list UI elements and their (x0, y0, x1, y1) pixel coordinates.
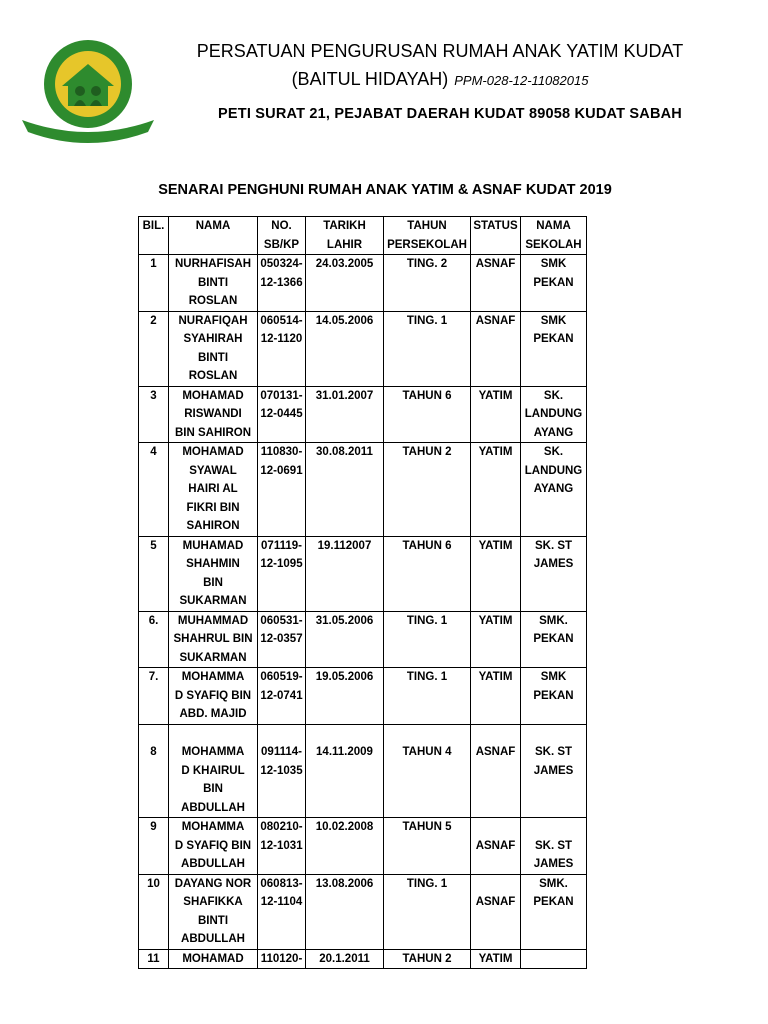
cell-nama: MOHAMAD RISWANDI BIN SAHIRON (169, 386, 258, 443)
cell-status: ASNAF (471, 874, 521, 949)
column-header-no: NO. SB/KP (258, 217, 306, 255)
cell-status: ASNAF (471, 255, 521, 312)
cell-no: 071119- 12-1095 (258, 536, 306, 611)
residents-table (138, 216, 587, 969)
cell-tahun: TING. 1 (384, 668, 471, 725)
cell-status: YATIM (471, 949, 521, 969)
cell-tahun: TAHUN 2 (384, 949, 471, 969)
cell-tahun: TING. 2 (384, 255, 471, 312)
cell-tarikh: 31.05.2006 (306, 611, 384, 668)
cell-status: YATIM (471, 536, 521, 611)
cell-sekolah: SK. LANDUNG AYANG (521, 443, 587, 537)
cell-nama: MUHAMMAD SHAHRUL BIN SUKARMAN (169, 611, 258, 668)
cell-no: 091114- 12-1035 (258, 724, 306, 818)
organization-short-name: (BAITUL HIDAYAH) (291, 69, 449, 89)
cell-sekolah: SMK. PEKAN (521, 874, 587, 949)
cell-nama: MOHAMMA D KHAIRUL BIN ABDULLAH (169, 724, 258, 818)
cell-sekolah: SMK PEKAN (521, 668, 587, 725)
cell-bil: 5 (139, 536, 169, 611)
registration-code: PPM-028-12-11082015 (454, 73, 589, 88)
cell-bil: 10 (139, 874, 169, 949)
cell-status: YATIM (471, 443, 521, 537)
organization-address: PETI SURAT 21, PEJABAT DAERAH KUDAT 89058 KUDAT SABAH (218, 106, 682, 122)
column-header-sekolah: NAMA SEKOLAH (521, 217, 587, 255)
cell-nama: MOHAMAD SYAWAL HAIRI AL FIKRI BIN SAHIRON (169, 443, 258, 537)
cell-sekolah: SMK PEKAN (521, 255, 587, 312)
cell-tarikh: 14.11.2009 (306, 724, 384, 818)
cell-nama: NURAFIQAH SYAHIRAH BINTI ROSLAN (169, 311, 258, 386)
table-row (139, 255, 587, 312)
cell-nama: DAYANG NOR SHAFIKKA BINTI ABDULLAH (169, 874, 258, 949)
column-header-status: STATUS (471, 217, 521, 255)
cell-status: ASNAF (471, 311, 521, 386)
cell-status: YATIM (471, 611, 521, 668)
cell-status: ASNAF (471, 724, 521, 818)
cell-tarikh: 31.01.2007 (306, 386, 384, 443)
table-row (139, 611, 587, 668)
organization-name: PERSATUAN PENGURUSAN RUMAH ANAK YATIM KUDAT (196, 41, 684, 61)
cell-nama: MOHAMMA D SYAFIQ BIN ABDULLAH (169, 818, 258, 875)
column-header-nama: NAMA (169, 217, 258, 255)
table-row (139, 311, 587, 386)
document-title: SENARAI PENGHUNI RUMAH ANAK YATIM & ASNAF KUDAT 2019 (158, 182, 612, 198)
organization-logo (18, 36, 158, 144)
cell-bil: 8 (139, 724, 169, 818)
cell-tahun: TAHUN 5 (384, 818, 471, 875)
table-row (139, 724, 587, 818)
cell-tarikh: 19.05.2006 (306, 668, 384, 725)
cell-bil: 6. (139, 611, 169, 668)
cell-sekolah: SK. LANDUNG AYANG (521, 386, 587, 443)
cell-bil: 9 (139, 818, 169, 875)
cell-no: 060531- 12-0357 (258, 611, 306, 668)
figure-icon (91, 86, 101, 96)
cell-no: 060514- 12-1120 (258, 311, 306, 386)
cell-no: 060813- 12-1104 (258, 874, 306, 949)
cell-no: 050324- 12-1366 (258, 255, 306, 312)
cell-tarikh: 19.112007 (306, 536, 384, 611)
table-row (139, 386, 587, 443)
cell-tahun: TING. 1 (384, 874, 471, 949)
cell-tahun: TAHUN 6 (384, 386, 471, 443)
cell-sekolah: SMK. PEKAN (521, 611, 587, 668)
cell-tarikh: 13.08.2006 (306, 874, 384, 949)
column-header-tahun: TAHUN PERSEKOLAH (384, 217, 471, 255)
cell-nama: MUHAMAD SHAHMIN BIN SUKARMAN (169, 536, 258, 611)
cell-sekolah: SMK PEKAN (521, 311, 587, 386)
cell-tarikh: 20.1.2011 (306, 949, 384, 969)
table-row (139, 818, 587, 875)
cell-status: YATIM (471, 386, 521, 443)
cell-nama: MOHAMMA D SYAFIQ BIN ABD. MAJID (169, 668, 258, 725)
cell-bil: 11 (139, 949, 169, 969)
cell-tarikh: 14.05.2006 (306, 311, 384, 386)
cell-no: 070131- 12-0445 (258, 386, 306, 443)
cell-sekolah: SK. ST JAMES (521, 536, 587, 611)
cell-tarikh: 24.03.2005 (306, 255, 384, 312)
organization-subname (160, 69, 720, 90)
cell-tarikh: 30.08.2011 (306, 443, 384, 537)
cell-bil: 1 (139, 255, 169, 312)
cell-tahun: TING. 1 (384, 611, 471, 668)
table-row (139, 668, 587, 725)
table-row (139, 443, 587, 537)
table-row (139, 949, 587, 969)
cell-sekolah: SK. ST JAMES (521, 724, 587, 818)
cell-no: 060519- 12-0741 (258, 668, 306, 725)
figure-icon (75, 86, 85, 96)
cell-nama: MOHAMAD (169, 949, 258, 969)
cell-bil: 7. (139, 668, 169, 725)
cell-no: 110830- 12-0691 (258, 443, 306, 537)
cell-tarikh: 10.02.2008 (306, 818, 384, 875)
cell-bil: 4 (139, 443, 169, 537)
cell-tahun: TING. 1 (384, 311, 471, 386)
cell-bil: 2 (139, 311, 169, 386)
table-header-row (139, 217, 587, 255)
cell-no: 080210- 12-1031 (258, 818, 306, 875)
cell-status: YATIM (471, 668, 521, 725)
column-header-bil: BIL. (139, 217, 169, 255)
cell-bil: 3 (139, 386, 169, 443)
cell-tahun: TAHUN 2 (384, 443, 471, 537)
cell-sekolah (521, 949, 587, 969)
table-row (139, 874, 587, 949)
cell-no: 110120- (258, 949, 306, 969)
cell-sekolah: SK. ST JAMES (521, 818, 587, 875)
cell-tahun: TAHUN 6 (384, 536, 471, 611)
cell-nama: NURHAFISAH BINTI ROSLAN (169, 255, 258, 312)
table-row (139, 536, 587, 611)
cell-status: ASNAF (471, 818, 521, 875)
cell-tahun: TAHUN 4 (384, 724, 471, 818)
column-header-tarikh: TARIKH LAHIR (306, 217, 384, 255)
